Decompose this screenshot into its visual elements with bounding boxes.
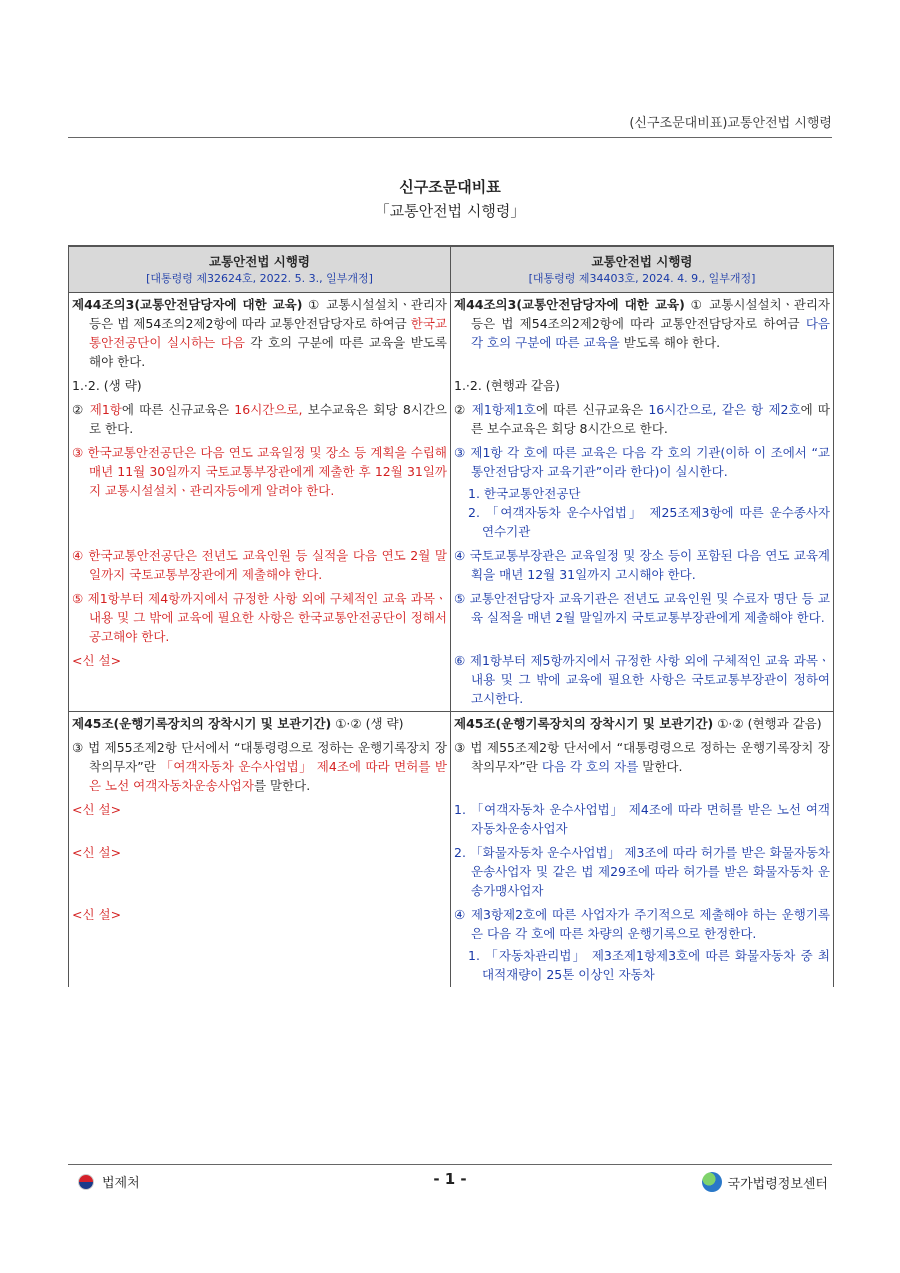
clause-text: 1.·2. (현행과 같음) <box>454 378 560 393</box>
table-row <box>69 293 833 374</box>
clause-text: ③ 한국교통안전공단은 다음 연도 교육일정 및 장소 등 계획을 수립해 매년 11월 30일까지 국토교통부장관에게 제출한 후 12월 31일까지 교통시설설치ㆍ관리자등에게 알려야 한다. <box>72 445 447 498</box>
left-header-title: 교통안전법 시행령 <box>209 254 310 269</box>
clause-text: ③ 제1항 각 호에 따른 교육은 다음 각 호의 기관(이하 이 조에서 “교통안전담당자 교육기관”이라 한다)이 실시한다. <box>454 445 830 479</box>
footer-left-label: 법제처 <box>102 1176 140 1191</box>
clause-text: ② 제1항제1호에 따른 신규교육은 16시간으로, 같은 항 제2호에 따른 보수교육은 회당 8시간으로 한다. <box>454 402 830 436</box>
clause-text: ④ 제3항제2호에 따른 사업자가 주기적으로 제출해야 하는 운행기록은 다음 각 호에 따른 차량의 운행기록으로 한정한다. <box>454 907 830 941</box>
right-column-header <box>451 247 833 292</box>
article-text: 제45조(운행기록장치의 장착시기 및 보관기간) ①·② (현행과 같음) <box>454 716 822 731</box>
document-label: (신구조문대비표)교통안전법 시행령 <box>629 116 832 131</box>
comparison-table <box>68 245 834 987</box>
right-header-version: [대통령령 제34403호, 2024. 4. 9., 일부개정] <box>528 272 756 285</box>
list-item: 2. 「화물자동차 운수사업법」 제3조에 따라 허가를 받은 화물자동차 운송사업자 및 같은 법 제29조에 따라 허가를 받은 화물자동차 운송가맹사업자 <box>454 845 830 898</box>
article-text: 제45조(운행기록장치의 장착시기 및 보관기간) ①·② (생 략) <box>72 716 404 731</box>
table-row <box>69 544 833 587</box>
list-item: 1. 「자동차관리법」 제3조제1항제3호에 따른 화물자동차 중 최대적재량이 25톤 이상인 자동차 <box>468 948 830 982</box>
clause-text: ④ 국토교통부장관은 교육일정 및 장소 등이 포함된 다음 연도 교육계획을 매년 12월 31일까지 고시해야 한다. <box>454 548 830 582</box>
table-row <box>69 398 833 441</box>
new-provision-marker: <신 설> <box>72 802 122 817</box>
table-row <box>69 441 833 544</box>
clause-text: 1.·2. (생 략) <box>72 378 142 393</box>
table-row <box>69 841 833 903</box>
footer-divider <box>68 1164 832 1165</box>
article-text: 제44조의3(교통안전담당자에 대한 교육) ① 교통시설설치ㆍ관리자등은 법 제54조의2제2항에 따라 교통안전담당자로 하여금 한국교통안전공단이 실시하는 다음 각 호의 구분에 따른 교육을 받도록 해야 한다. <box>72 297 447 369</box>
new-provision-marker: <신 설> <box>72 653 122 668</box>
table-row <box>69 711 833 736</box>
page-number: - 1 - <box>433 1170 467 1188</box>
table-row <box>69 374 833 398</box>
clause-text: ⑤ 교통안전담당자 교육기관은 전년도 교육인원 및 수료자 명단 등 교육 실적을 매년 2월 말일까지 국토교통부장관에게 제출해야 한다. <box>454 591 830 625</box>
clause-text: ④ 한국교통안전공단은 전년도 교육인원 등 실적을 다음 연도 2월 말일까지 국토교통부장관에게 제출해야 한다. <box>72 548 447 582</box>
page-title: 신구조문대비표 <box>399 178 501 196</box>
new-provision-marker: <신 설> <box>72 845 122 860</box>
list-item: 2. 「여객자동차 운수사업법」 제25조제3항에 따른 운수종사자 연수기관 <box>468 505 830 539</box>
list-item: 1. 한국교통안전공단 <box>468 486 581 501</box>
table-row <box>69 798 833 841</box>
table-row <box>69 587 833 649</box>
right-header-title: 교통안전법 시행령 <box>591 254 693 269</box>
footer-right-label: 국가법령정보센터 <box>727 1176 828 1192</box>
clause-text: ⑥ 제1항부터 제5항까지에서 규정한 사항 외에 구체적인 교육 과목ㆍ내용 및 그 밖에 교육에 필요한 사항은 국토교통부장관이 정하여 고시한다. <box>454 653 830 706</box>
table-row <box>69 736 833 798</box>
footer-right <box>702 1172 828 1192</box>
table-header-row <box>69 247 833 293</box>
table-row <box>69 649 833 711</box>
page-subtitle: 「교통안전법 시행령」 <box>374 202 526 220</box>
clause-text: ⑤ 제1항부터 제4항까지에서 규정한 사항 외에 구체적인 교육 과목ㆍ내용 및 그 밖에 교육에 필요한 사항은 한국교통안전공단이 정해서 공고해야 한다. <box>72 591 447 644</box>
new-provision-marker: <신 설> <box>72 907 122 922</box>
clause-text: ③ 법 제55조제2항 단서에서 “대통령령으로 정하는 운행기록장치 장착의무자”란 다음 각 호의 자를 말한다. <box>454 740 830 774</box>
header-divider <box>68 137 832 138</box>
clause-text: ③ 법 제55조제2항 단서에서 “대통령령으로 정하는 운행기록장치 장착의무자”란 「여객자동차 운수사업법」 제4조에 따라 면허를 받은 노선 여객자동차운송사업자를 말한다. <box>72 740 447 793</box>
article-text: 제44조의3(교통안전담당자에 대한 교육) ① 교통시설설치ㆍ관리자등은 법 제54조의2제2항에 따라 교통안전담당자로 하여금 다음 각 호의 구분에 따른 교육을 받도록 해야 한다. <box>454 297 830 350</box>
list-item: 1. 「여객자동차 운수사업법」 제4조에 따라 면허를 받은 노선 여객자동차운송사업자 <box>454 802 830 836</box>
globe-logo-icon <box>702 1172 722 1192</box>
clause-text: ② 제1항에 따른 신규교육은 16시간으로, 보수교육은 회당 8시간으로 한다. <box>72 402 447 436</box>
left-header-version: [대통령령 제32624호, 2022. 5. 3., 일부개정] <box>146 272 373 285</box>
left-column-header <box>69 247 451 292</box>
table-row <box>69 903 833 987</box>
